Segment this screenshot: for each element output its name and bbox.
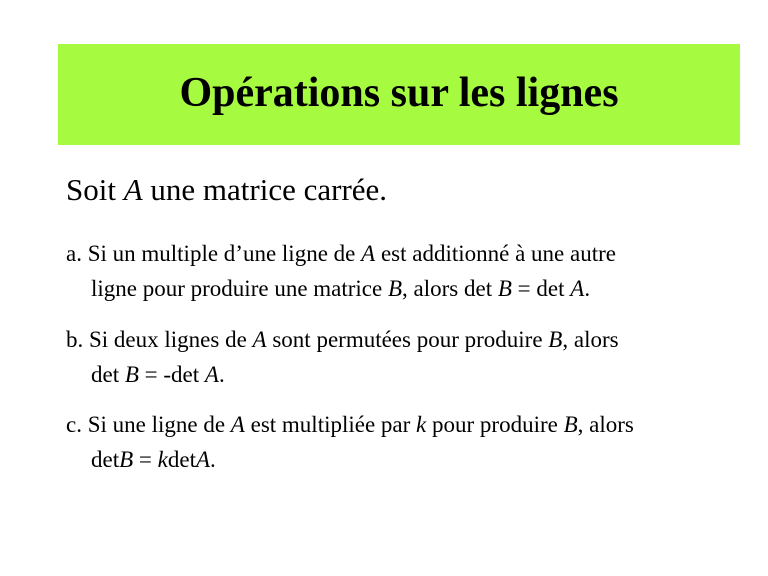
rule-variable: A xyxy=(361,241,376,266)
rule-variable: A xyxy=(570,276,585,301)
rule-text: b. Si deux lignes de xyxy=(66,327,253,352)
rule-text: = -det xyxy=(138,362,205,387)
rule-text: , alors det xyxy=(402,276,498,301)
rule-variable: B xyxy=(497,276,512,301)
title-band xyxy=(58,44,740,145)
rule-variable: B xyxy=(548,327,563,352)
rule-text: , alors xyxy=(577,412,634,437)
intro-variable: A xyxy=(123,172,143,207)
rule-variable: k xyxy=(157,447,168,472)
slide-title: Opérations sur les lignes xyxy=(179,69,619,116)
rule-text: . xyxy=(210,447,216,472)
intro-sentence xyxy=(66,172,387,208)
rule-text: c. Si une ligne de xyxy=(66,412,231,437)
rule-variable: B xyxy=(387,276,403,301)
rule-a-line-2 xyxy=(66,271,746,306)
rule-text: . xyxy=(218,362,225,387)
intro-text-2: une matrice carrée. xyxy=(142,172,388,207)
rule-variable: A xyxy=(195,447,211,472)
rule-variable: k xyxy=(416,412,427,437)
rule-variable: B xyxy=(119,447,134,472)
rule-text: . xyxy=(584,276,591,301)
rule-variable: B xyxy=(124,362,139,387)
rule-variable: B xyxy=(563,412,578,437)
rule-b-line-1 xyxy=(66,322,746,357)
rule-text: ligne pour produire une matrice xyxy=(91,276,388,301)
rule-b xyxy=(66,322,746,392)
rule-text: est multipliée par xyxy=(244,412,417,437)
rule-text: pour produire xyxy=(426,412,564,437)
rule-c-line-1 xyxy=(66,407,746,442)
rule-text: det xyxy=(91,447,120,472)
rule-text: = det xyxy=(511,276,571,301)
rule-text: , alors xyxy=(562,327,619,352)
rule-c-line-2 xyxy=(66,442,746,477)
rule-text: a. Si un multiple d’une ligne de xyxy=(66,241,362,266)
rule-c xyxy=(66,407,746,477)
rule-a xyxy=(66,236,746,306)
rule-text: det xyxy=(167,447,196,472)
rule-text: = xyxy=(133,447,158,472)
rule-variable: A xyxy=(230,412,245,437)
rule-variable: A xyxy=(204,362,219,387)
rule-a-line-1 xyxy=(66,236,746,271)
rule-text: sont permutées pour produire xyxy=(266,327,549,352)
rule-b-line-2 xyxy=(66,357,746,392)
rule-variable: A xyxy=(252,327,267,352)
rule-text: est additionné à une autre xyxy=(375,241,616,266)
intro-text-1: Soit xyxy=(66,172,124,207)
rule-text: det xyxy=(91,362,125,387)
